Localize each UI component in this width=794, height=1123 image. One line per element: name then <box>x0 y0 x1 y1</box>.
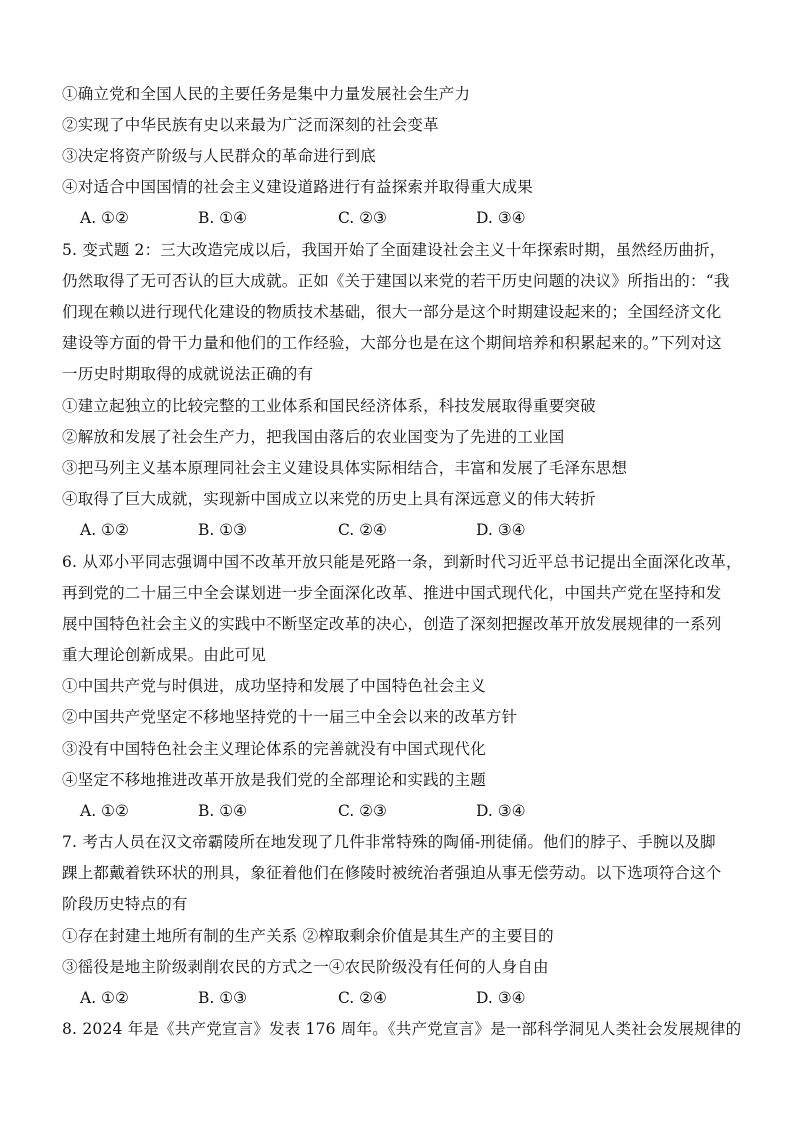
q5-item-2: ②解放和发展了社会生产力，把我国由落后的农业国变为了先进的工业国 <box>62 428 565 446</box>
q6-option-c: C. ②③ <box>338 802 387 820</box>
q4-item-2: ②实现了中华民族有史以来最为广泛而深刻的社会变革 <box>62 116 439 134</box>
q4-option-b: B. ①④ <box>198 209 248 227</box>
q7-item-1-2: ①存在封建土地所有制的生产关系 ②榨取剩余价值是其生产的主要目的 <box>62 927 554 945</box>
q4-option-c: C. ②③ <box>338 209 387 227</box>
q6-item-1: ①中国共产党与时俱进，成功坚持和发展了中国特色社会主义 <box>62 677 486 695</box>
q7-option-c: C. ②④ <box>338 989 387 1007</box>
q5-stem-2: 仍然取得了无可否认的巨大成就。正如《关于建国以来党的若干历史问题的决议》所指出的：“我 <box>62 272 730 290</box>
q8-stem-1: 8. 2024 年是《共产党宣言》发表 176 周年。《共产党宣言》是一部科学洞见人类社会发展规律的 <box>62 1020 742 1038</box>
q6-option-a: A. ①② <box>80 802 129 820</box>
q5-stem-5: 一历史时期取得的成就说法正确的有 <box>62 365 314 383</box>
q5-option-c: C. ②④ <box>338 521 387 539</box>
q6-stem-4: 重大理论创新成果。由此可见 <box>62 646 267 664</box>
q6-item-3: ③没有中国特色社会主义理论体系的完善就没有中国式现代化 <box>62 740 486 758</box>
q5-stem-1: 5. 变式题 2：三大改造完成以后，我国开始了全面建设社会主义十年探索时期，虽然经历曲折， <box>62 241 726 259</box>
q7-option-b: B. ①③ <box>198 989 248 1007</box>
q4-option-a: A. ①② <box>80 209 129 227</box>
q6-option-b: B. ①④ <box>198 802 248 820</box>
q5-item-3: ③把马列主义基本原理同社会主义建设具体实际相结合，丰富和发展了毛泽东思想 <box>62 459 628 477</box>
q6-stem-3: 展中国特色社会主义的实践中不断坚定改革的决心，创造了深刻把握改革开放发展规律的一系列 <box>62 615 722 633</box>
q6-stem-1: 6. 从邓小平同志强调中国不改革开放只能是死路一条，到新时代习近平总书记提出全面深化改革， <box>62 553 742 571</box>
q7-item-3-4: ③徭役是地主阶级剥削农民的方式之一④农民阶级没有任何的人身自由 <box>62 958 549 976</box>
q7-stem-1: 7. 考古人员在汉文帝霸陵所在地发现了几件非常特殊的陶俑-刑徒俑。他们的脖子、手腕以及脚 <box>62 833 716 851</box>
q6-option-d: D. ③④ <box>476 802 526 820</box>
q4-item-1: ①确立党和全国人民的主要任务是集中力量发展社会生产力 <box>62 85 471 103</box>
q4-option-d: D. ③④ <box>476 209 526 227</box>
q5-stem-3: 们现在赖以进行现代化建设的物质技术基础，很大一部分是这个时期建设起来的；全国经济文化 <box>62 303 722 321</box>
q5-item-1: ①建立起独立的比较完整的工业体系和国民经济体系，科技发展取得重要突破 <box>62 397 596 415</box>
q7-option-a: A. ①② <box>80 989 129 1007</box>
q7-option-d: D. ③④ <box>476 989 526 1007</box>
q6-item-2: ②中国共产党坚定不移地坚持党的十一届三中全会以来的改革方针 <box>62 708 518 726</box>
q7-stem-3: 阶段历史特点的有 <box>62 895 188 913</box>
q6-stem-2: 再到党的二十届三中全会谋划进一步全面深化改革、推进中国式现代化，中国共产党在坚持和发 <box>62 584 722 602</box>
q5-stem-4: 建设等方面的骨干力量和他们的工作经验，大部分也是在这个期间培养和积累起来的。”下列对这 <box>62 334 722 352</box>
q5-option-d: D. ③④ <box>476 521 526 539</box>
q5-item-4: ④取得了巨大成就，实现新中国成立以来党的历史上具有深远意义的伟大转折 <box>62 490 596 508</box>
q5-option-a: A. ①② <box>80 521 129 539</box>
q4-item-3: ③决定将资产阶级与人民群众的革命进行到底 <box>62 147 377 165</box>
q4-item-4: ④对适合中国国情的社会主义建设道路进行有益探索并取得重大成果 <box>62 178 534 196</box>
q7-stem-2: 踝上都戴着铁环状的刑具，象征着他们在修陵时被统治者强迫从事无偿劳动。以下选项符合这个 <box>62 864 722 882</box>
q5-option-b: B. ①③ <box>198 521 248 539</box>
q6-item-4: ④坚定不移地推进改革开放是我们党的全部理论和实践的主题 <box>62 771 486 789</box>
